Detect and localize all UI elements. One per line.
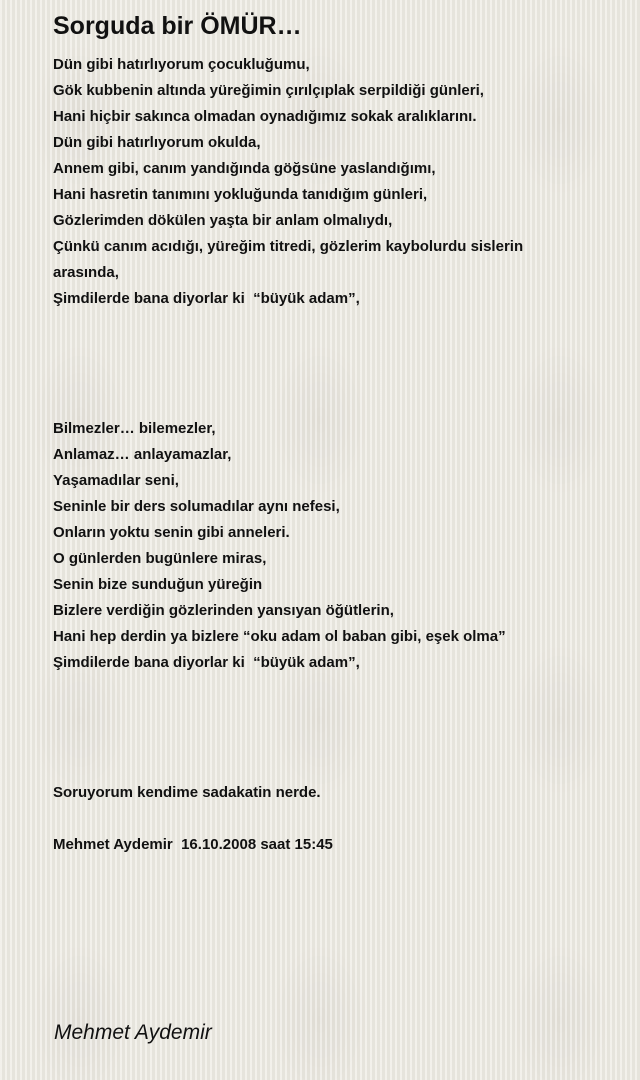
poem-line: Bizlere verdiğin gözlerinden yansıyan öğütlerin, <box>53 602 394 619</box>
poem-body <box>53 52 593 858</box>
poem-title: Sorguda bir ÖMÜR… <box>53 12 302 40</box>
stanza-1 <box>53 52 593 312</box>
poem-line: Şimdilerde bana diyorlar ki “büyük adam”, <box>53 290 360 307</box>
stanza-spacer <box>53 806 593 832</box>
stanza-spacer <box>53 676 593 780</box>
stanza-2 <box>53 416 593 676</box>
poem-line: Hani hiçbir sakınca olmadan oynadığımız sokak aralıklarını. <box>53 108 477 125</box>
poem-line: Gök kubbenin altında yüreğimin çırılçıplak serpildiği günleri, <box>53 82 484 99</box>
author-date <box>53 832 593 858</box>
stanza-3 <box>53 780 593 806</box>
poem-line: Bilmezler… bilemezler, <box>53 420 216 437</box>
poem-line: Gözlerimden dökülen yaşta bir anlam olmalıydı, <box>53 212 393 229</box>
closing-line: Soruyorum kendime sadakatin nerde. <box>53 784 321 801</box>
poem-line: Şimdilerde bana diyorlar ki “büyük adam”, <box>53 654 360 671</box>
author-signature: Mehmet Aydemir <box>54 1021 212 1044</box>
poem-line: Hani hep derdin ya bizlere “oku adam ol baban gibi, eşek olma” <box>53 628 506 645</box>
poem-line: O günlerden bugünlere miras, <box>53 550 267 567</box>
poem-line: Yaşamadılar seni, <box>53 472 179 489</box>
poem-line: Çünkü canım acıdığı, yüreğim titredi, gözlerim kaybolurdu sislerin <box>53 238 524 255</box>
poem-line: Anlamaz… anlayamazlar, <box>53 446 232 463</box>
poem-line: Dün gibi hatırlıyorum çocukluğumu, <box>53 56 310 73</box>
poem-line: Seninle bir ders solumadılar aynı nefesi, <box>53 498 340 515</box>
poem-line: Onların yoktu senin gibi anneleri. <box>53 524 290 541</box>
author-date-line: Mehmet Aydemir 16.10.2008 saat 15:45 <box>53 836 333 853</box>
poem-line: Annem gibi, canım yandığında göğsüne yaslandığımı, <box>53 160 436 177</box>
poem-line: Dün gibi hatırlıyorum okulda, <box>53 134 261 151</box>
poem-line: arasında, <box>53 264 119 281</box>
poem-line: Senin bize sunduğun yüreğin <box>53 576 263 593</box>
stanza-spacer <box>53 312 593 416</box>
poem-line: Hani hasretin tanımını yokluğunda tanıdığım günleri, <box>53 186 428 203</box>
